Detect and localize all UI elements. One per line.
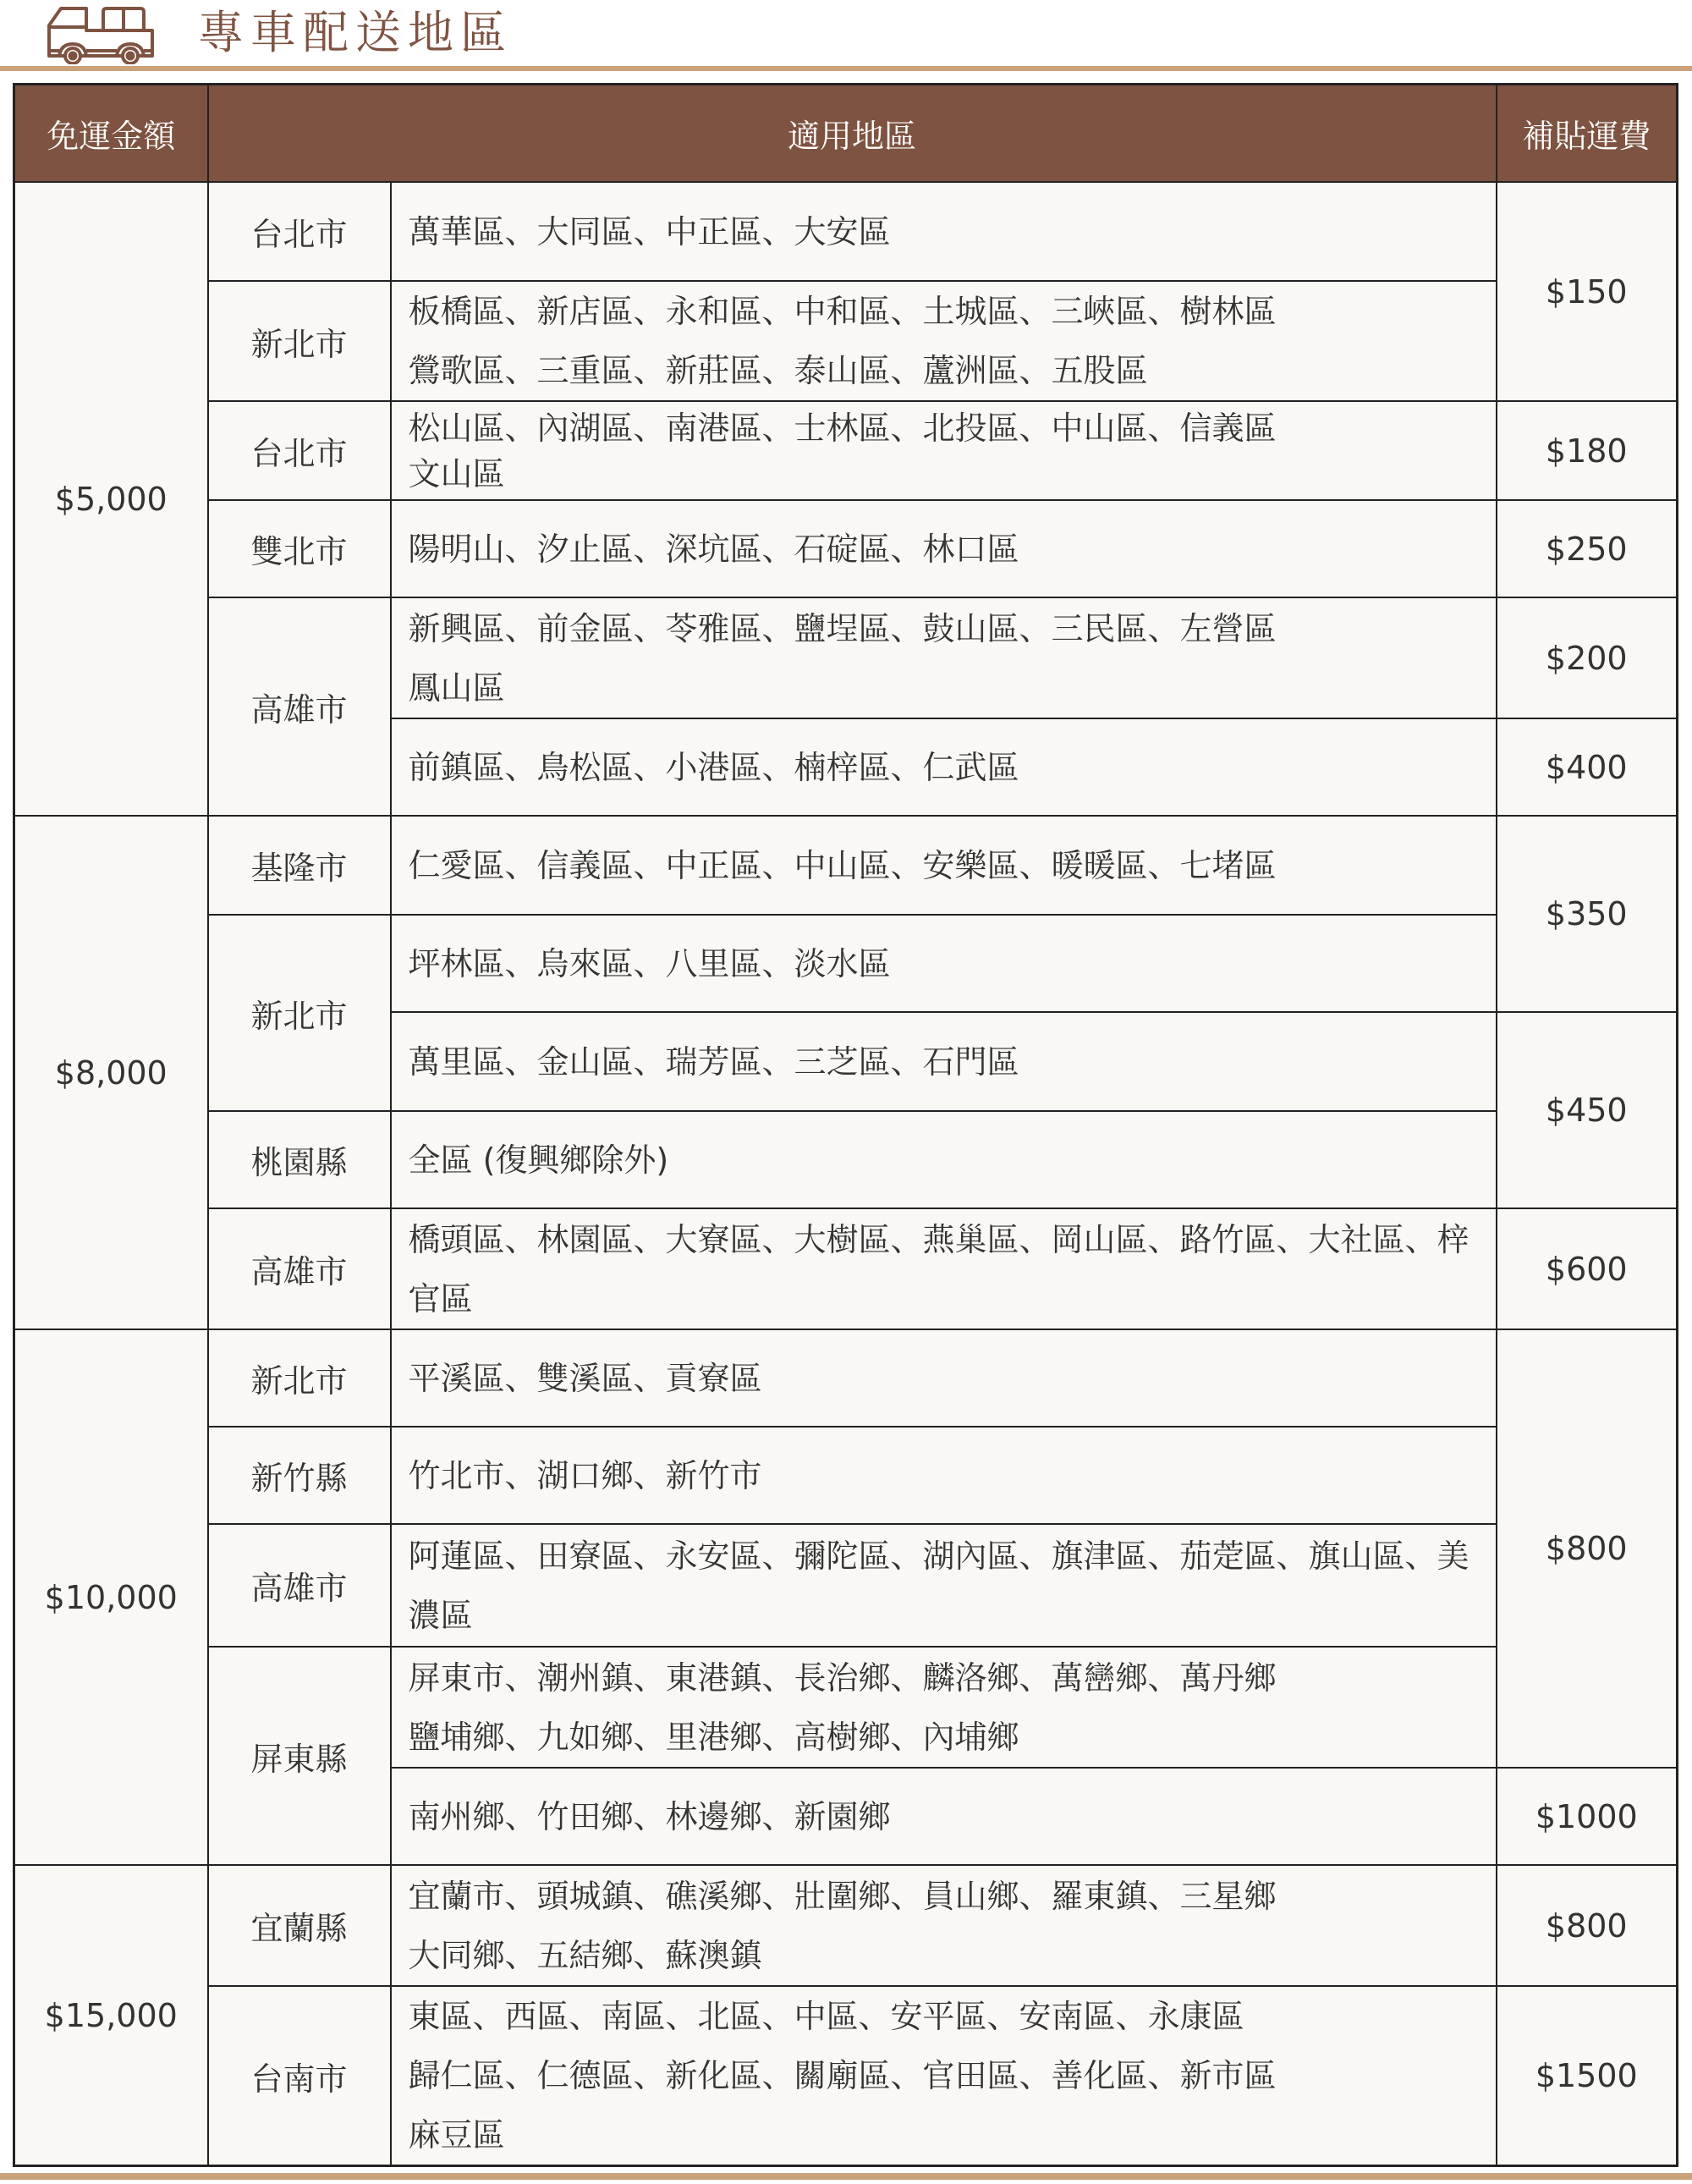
table-row <box>14 1524 1678 1647</box>
table-row <box>14 597 1678 718</box>
city-cell: 台南市 <box>208 1986 391 2166</box>
section-header <box>0 0 1692 68</box>
areas-cell: 前鎮區、鳥松區、小港區、楠梓區、仁武區 <box>391 718 1497 816</box>
city-cell: 桃園縣 <box>208 1111 391 1208</box>
table-row <box>14 1427 1678 1524</box>
areas-line: 鶯歌區、三重區、新莊區、泰山區、蘆洲區、五股區 <box>408 352 1148 389</box>
fee-cell: $350 <box>1497 816 1678 1012</box>
shipping-table <box>13 83 1678 2167</box>
table-row <box>14 1111 1678 1208</box>
city-cell: 新北市 <box>208 915 391 1111</box>
areas-cell: 陽明山、汐止區、深坑區、石碇區、林口區 <box>391 500 1497 597</box>
areas-cell <box>391 281 1497 401</box>
areas-line: 鹽埔鄉、九如鄉、里港鄉、高樹鄉、內埔鄉 <box>408 1718 1019 1756</box>
header-divider <box>0 66 1692 71</box>
areas-line: 大同鄉、五結鄉、蘇澳鎮 <box>408 1936 762 1974</box>
areas-cell <box>391 1986 1497 2166</box>
fee-cell: $600 <box>1497 1208 1678 1329</box>
table-row <box>14 500 1678 597</box>
table-row <box>14 1986 1678 2166</box>
threshold-cell: $10,000 <box>14 1329 208 1865</box>
city-cell: 高雄市 <box>208 1524 391 1647</box>
fee-cell: $200 <box>1497 597 1678 718</box>
areas-cell: 平溪區、雙溪區、貢寮區 <box>391 1329 1497 1427</box>
areas-cell: 萬里區、金山區、瑞芳區、三芝區、石門區 <box>391 1012 1497 1111</box>
areas-cell: 阿蓮區、田寮區、永安區、彌陀區、湖內區、旗津區、茄萣區、旗山區、美濃區 <box>391 1524 1497 1647</box>
areas-cell <box>391 597 1497 718</box>
table-header-row <box>14 85 1678 183</box>
fee-cell: $800 <box>1497 1865 1678 1986</box>
areas-line: 新興區、前金區、苓雅區、鹽埕區、鼓山區、三民區、左營區 <box>408 609 1277 647</box>
city-cell: 台北市 <box>208 182 391 281</box>
fee-cell: $180 <box>1497 401 1678 500</box>
threshold-cell: $5,000 <box>14 182 208 816</box>
areas-line: 板橋區、新店區、永和區、中和區、土城區、三峽區、樹林區 <box>408 293 1277 330</box>
footer-divider <box>0 2173 1692 2180</box>
table-row <box>14 1208 1678 1329</box>
table-row <box>14 281 1678 401</box>
table-row <box>14 816 1678 915</box>
city-cell: 雙北市 <box>208 500 391 597</box>
areas-line: 松山區、內湖區、南港區、士林區、北投區、中山區、信義區 <box>408 409 1277 447</box>
city-cell: 台北市 <box>208 401 391 500</box>
areas-line: 宜蘭市、頭城鎮、礁溪鄉、壯圍鄉、員山鄉、羅東鎮、三星鄉 <box>408 1877 1277 1915</box>
city-cell: 宜蘭縣 <box>208 1865 391 1986</box>
city-cell: 高雄市 <box>208 597 391 816</box>
areas-cell: 橋頭區、林園區、大寮區、大樹區、燕巢區、岡山區、路竹區、大社區、梓官區 <box>391 1208 1497 1329</box>
areas-line: 文山區 <box>408 454 505 492</box>
areas-cell: 南州鄉、竹田鄉、林邊鄉、新園鄉 <box>391 1768 1497 1865</box>
areas-line: 麻豆區 <box>408 2116 505 2154</box>
city-cell: 新竹縣 <box>208 1427 391 1524</box>
column-header-threshold: 免運金額 <box>14 85 208 183</box>
city-cell: 高雄市 <box>208 1208 391 1329</box>
areas-cell: 萬華區、大同區、中正區、大安區 <box>391 182 1497 281</box>
table-row <box>14 1329 1678 1427</box>
fee-cell: $400 <box>1497 718 1678 816</box>
areas-cell: 竹北市、湖口鄉、新竹市 <box>391 1427 1497 1524</box>
page-title: 專車配送地區 <box>198 6 513 59</box>
threshold-cell: $8,000 <box>14 816 208 1329</box>
city-cell: 基隆市 <box>208 816 391 915</box>
areas-cell: 全區 (復興鄉除外) <box>391 1111 1497 1208</box>
areas-cell: 仁愛區、信義區、中正區、中山區、安樂區、暖暖區、七堵區 <box>391 816 1497 915</box>
city-cell: 屏東縣 <box>208 1647 391 1865</box>
areas-line: 歸仁區、仁德區、新化區、關廟區、官田區、善化區、新市區 <box>408 2057 1277 2094</box>
table-row <box>14 1865 1678 1986</box>
fee-cell: $1500 <box>1497 1986 1678 2166</box>
truck-icon <box>46 5 157 64</box>
fee-cell: $150 <box>1497 182 1678 401</box>
fee-cell: $1000 <box>1497 1768 1678 1865</box>
areas-line: 東區、西區、南區、北區、中區、安平區、安南區、永康區 <box>408 1998 1244 2035</box>
fee-cell: $800 <box>1497 1329 1678 1768</box>
city-cell: 新北市 <box>208 1329 391 1427</box>
column-header-areas: 適用地區 <box>208 85 1497 183</box>
table-row <box>14 1647 1678 1768</box>
table-row <box>14 915 1678 1012</box>
threshold-cell: $15,000 <box>14 1865 208 2166</box>
areas-cell <box>391 1647 1497 1768</box>
areas-cell: 坪林區、烏來區、八里區、淡水區 <box>391 915 1497 1012</box>
fee-cell: $250 <box>1497 500 1678 597</box>
table-row <box>14 182 1678 281</box>
city-cell: 新北市 <box>208 281 391 401</box>
areas-line: 屏東市、潮州鎮、東港鎮、長治鄉、麟洛鄉、萬巒鄉、萬丹鄉 <box>408 1659 1277 1697</box>
fee-cell: $450 <box>1497 1012 1678 1208</box>
areas-cell <box>391 1865 1497 1986</box>
areas-line: 鳳山區 <box>408 668 505 707</box>
areas-cell <box>391 401 1497 500</box>
column-header-fee: 補貼運費 <box>1497 85 1678 183</box>
table-row <box>14 401 1678 500</box>
